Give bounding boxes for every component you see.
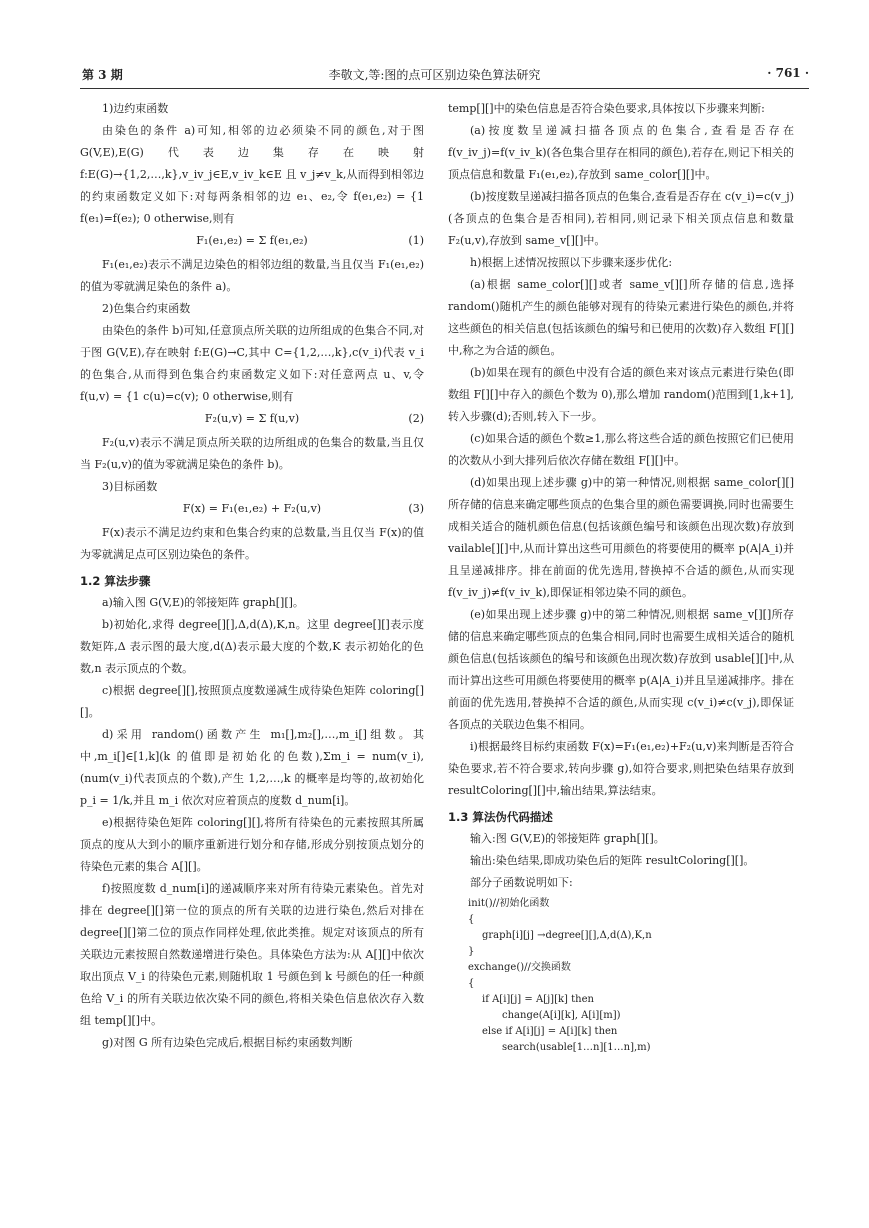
left-block-14 xyxy=(80,680,424,724)
left-block-15 xyxy=(80,724,424,812)
code-line-6 xyxy=(468,992,794,1008)
right-block-1 xyxy=(448,120,794,186)
left-block-5 xyxy=(80,320,424,408)
right-block-text: (a)根据 same_color[][]或者 same_v[][]所存储的信息,选择 random()随机产生的颜色能够对现有的待染元素进行染色的颜色,并将这些颜色的相关信息(包括该颜色的编号和已使用的次数)存入数组 F[][]中,称之为合适的颜色。 xyxy=(448,278,794,357)
page-number: · 761 · xyxy=(767,66,809,80)
code-line-text: { xyxy=(468,914,475,925)
left-block-8 xyxy=(80,476,424,498)
left-block-6 xyxy=(80,408,424,432)
right-block-text: h)根据上述情况按照以下步骤来逐步优化: xyxy=(470,256,673,269)
left-block-text: F₁(e₁,e₂) = Σ f(e₁,e₂) xyxy=(196,234,308,247)
code-line-4 xyxy=(468,960,794,976)
left-block-text: d)采用 random()函数产生 m₁[],m₂[],…,m_i[]组数。其中,m_i[]∈[1,k](k 的值即是初始化的色数),Σm_i = num(v_i),(num(v_i)代表顶点的个数),产生 1,2,…,k 的概率是均等的,故初始化 p_i = 1/k,并且 m_i 依次对应着顶点的度数 d_num[i]。 xyxy=(80,728,424,807)
left-block-text: c)根据 degree[][],按照顶点度数递减生成待染色矩阵 coloring[][]。 xyxy=(80,684,424,719)
left-block-text: e)根据待染色矩阵 coloring[][],将所有待染色的元素按照其所属顶点的度从大到小的顺序重新进行划分和存储,形成分别按顶点划分的待染色元素的集合 A[][]。 xyxy=(80,816,424,873)
left-block-text: 由染色的条件 b)可知,任意顶点所关联的边所组成的色集合不同,对于图 G(V,E),存在映射 f:E(G)→C,其中 C={1,2,…,k},c(v_i)代表 v_i 的色集合,从而得到色集合约束函数定义如下:对任意两点 u、v,令 f(u,v) = {1 c(u)=c(v); 0 otherwise,则有 xyxy=(80,324,424,403)
right-block-12 xyxy=(448,850,794,872)
right-block-2 xyxy=(448,186,794,252)
code-line-8 xyxy=(468,1024,794,1040)
code-line-text: exchange()//交换函数 xyxy=(468,962,571,973)
right-block-text: 输入:图 G(V,E)的邻接矩阵 graph[][]。 xyxy=(470,832,665,845)
code-line-text: graph[i][j] →degree[][],Δ,d(Δ),K,n xyxy=(482,930,652,941)
right-block-10 xyxy=(448,806,794,828)
left-block-0 xyxy=(80,98,424,120)
right-block-7 xyxy=(448,472,794,604)
left-block-text: F(x)表示不满足边约束和色集合约束的总数量,当且仅当 F(x)的值为零就满足点可区别边染色的条件。 xyxy=(80,526,424,561)
code-line-text: if A[i][j] = A[j][k] then xyxy=(482,994,594,1005)
right-block-8 xyxy=(448,604,794,736)
right-block-6 xyxy=(448,428,794,472)
code-line-1 xyxy=(468,912,794,928)
right-block-13 xyxy=(448,872,794,894)
right-block-text: 输出:染色结果,即成功染色后的矩阵 resultColoring[][]。 xyxy=(470,854,755,867)
page-header xyxy=(60,66,809,86)
left-block-text: 1)边约束函数 xyxy=(102,102,169,115)
left-block-12 xyxy=(80,592,424,614)
code-line-7 xyxy=(468,1008,794,1024)
right-block-11 xyxy=(448,828,794,850)
left-block-text: b)初始化,求得 degree[][],Δ,d(Δ),K,n。这里 degree[][]表示度数矩阵,Δ 表示图的最大度,d(Δ)表示最大度的个数,K 表示初始化的色数,n 表示顶点的个数。 xyxy=(80,618,424,675)
left-block-text: F(x) = F₁(e₁,e₂) + F₂(u,v) xyxy=(182,502,322,515)
left-block-13 xyxy=(80,614,424,680)
left-block-11 xyxy=(80,570,424,592)
left-column xyxy=(80,98,424,1054)
code-line-text: else if A[i][j] = A[i][k] then xyxy=(482,1026,618,1037)
equation-number: (3) xyxy=(408,502,424,515)
right-block-0 xyxy=(448,98,794,120)
right-block-3 xyxy=(448,252,794,274)
left-block-text: F₂(u,v)表示不满足顶点所关联的边所组成的色集合的数量,当且仅当 F₂(u,v)的值为零就满足染色的条件 b)。 xyxy=(80,436,424,471)
code-line-text: init()//初始化函数 xyxy=(468,898,550,909)
left-block-2 xyxy=(80,230,424,254)
left-block-3 xyxy=(80,254,424,298)
right-block-text: (b)如果在现有的颜色中没有合适的颜色来对该点元素进行染色(即数组 F[][]中存入的颜色个数为 0),那么增加 random()范围到[1,k+1],转入步骤(d);否则,转入下一步。 xyxy=(448,366,794,423)
left-block-1 xyxy=(80,120,424,230)
left-block-10 xyxy=(80,522,424,566)
left-block-17 xyxy=(80,878,424,1032)
left-block-text: 由染色的条件 a)可知,相邻的边必须染不同的颜色,对于图 G(V,E),E(G)代表边集存在映射 f:E(G)→{1,2,…,k},v_iv_j∈E,v_iv_k∈E 且 v_j≠v_k,从而得到相邻边的约束函数定义如下:对每两条相邻的边 e₁、e₂,令 f(e₁,e₂) = {1 f(e₁)=f(e₂); 0 otherwise,则有 xyxy=(80,124,424,225)
right-block-text: 部分子函数说明如下: xyxy=(470,876,573,889)
right-block-text: i)根据最终目标约束函数 F(x)=F₁(e₁,e₂)+F₂(u,v)来判断是否符合染色要求,若不符合要求,转向步骤 g),如符合要求,则把染色结果存放到 resultColoring[][]中,输出结果,算法结束。 xyxy=(448,740,794,797)
left-block-9 xyxy=(80,498,424,522)
left-block-18 xyxy=(80,1032,424,1054)
left-block-text: 2)色集合约束函数 xyxy=(102,302,191,315)
left-block-text: g)对图 G 所有边染色完成后,根据目标约束函数判断 xyxy=(102,1036,353,1049)
code-line-text: { xyxy=(468,978,475,989)
right-block-text: (c)如果合适的颜色个数≥1,那么将这些合适的颜色按照它们已使用的次数从小到大排列后依次存储在数组 F[][]中。 xyxy=(448,432,794,467)
code-line-2 xyxy=(468,928,794,944)
left-block-text: 3)目标函数 xyxy=(102,480,158,493)
left-block-4 xyxy=(80,298,424,320)
left-block-7 xyxy=(80,432,424,476)
right-block-text: 1.3 算法伪代码描述 xyxy=(448,810,553,824)
left-block-text: F₁(e₁,e₂)表示不满足边染色的相邻边组的数量,当且仅当 F₁(e₁,e₂)的值为零就满足染色的条件 a)。 xyxy=(80,258,424,293)
code-line-9 xyxy=(468,1040,794,1056)
right-block-text: (a)按度数呈递减扫描各顶点的色集合,查看是否存在 f(v_iv_j)=f(v_iv_k)(各色集合里存在相同的颜色),若存在,则记下相关的顶点信息和数量 F₁(e₁,e₂),存放到 same_color[][]中。 xyxy=(448,124,794,181)
right-block-text: (b)按度数呈递减扫描各顶点的色集合,查看是否存在 c(v_i)=c(v_j)(各顶点的色集合是否相同),若相同,则记录下相关顶点信息和数量 F₂(u,v),存放到 same_v[][]中。 xyxy=(448,190,794,247)
equation-number: (1) xyxy=(408,234,424,247)
left-block-text: a)输入图 G(V,E)的邻接矩阵 graph[][]。 xyxy=(102,596,304,609)
code-line-text: } xyxy=(468,946,475,957)
left-block-text: f)按照度数 d_num[i]的递减顺序来对所有待染元素染色。首先对排在 degree[][]第一位的顶点的所有关联的边进行染色,然后对排在 degree[][]第二位的顶点作同样处理,依此类推。规定对该顶点的所有关联边元素按照自然数递增进行染色。具体染色方法为:从 A[][]中依次取出顶点 V_i 的待染色元素,则随机取 1 号颜色到 k 号颜色的任一种颜色给 V_i 的所有关联边依次染不同的颜色,将相关染色信息依次存入数组 temp[][]中。 xyxy=(80,882,424,1027)
code-line-text: search(usable[1…n][1…n],m) xyxy=(502,1042,651,1053)
left-block-text: F₂(u,v) = Σ f(u,v) xyxy=(204,412,300,425)
left-block-text: 1.2 算法步骤 xyxy=(80,574,151,588)
left-block-16 xyxy=(80,812,424,878)
right-block-9 xyxy=(448,736,794,802)
issue-number: 第 3 期 xyxy=(82,68,123,82)
equation-number: (2) xyxy=(408,412,424,425)
right-block-4 xyxy=(448,274,794,362)
right-block-text: temp[][]中的染色信息是否符合染色要求,具体按以下步骤来判断: xyxy=(448,102,765,115)
header-rule xyxy=(80,88,809,89)
code-line-text: change(A[i][k], A[i][m]) xyxy=(502,1010,621,1021)
right-block-text: (d)如果出现上述步骤 g)中的第一种情况,则根据 same_color[][]所存储的信息来确定哪些顶点的色集合里的颜色需要调换,同时也需要生成相关适合的随机颜色信息(包括该颜色编号和该颜色出现次数)存放到 vailable[][]中,从而计算出这些可用颜色的将要使用的概率 p(A|A_i)并且呈递减排序。排在前面的优先选用,替换掉不合适的颜色,从而实现 f(v_iv_j)≠f(v_iv_k),即保证相邻边染不同的颜色。 xyxy=(448,476,794,599)
pseudocode-block xyxy=(448,896,794,1056)
code-line-5 xyxy=(468,976,794,992)
right-block-5 xyxy=(448,362,794,428)
right-block-text: (e)如果出现上述步骤 g)中的第二种情况,则根据 same_v[][]所存储的信息来确定哪些顶点的色集合相同,同时也需要生成相关适合的随机颜色信息(包括该颜色的编号和该颜色出现次数)存放到 usable[][]中,从而计算出这些可用颜色将要使用的概率 p(A|A_i)并且呈递减排序。排在前面的优先选用,替换掉不合适的颜色,从而实现 c(v_i)≠c(v_j),即保证各顶点的关联边色集不相同。 xyxy=(448,608,794,731)
right-column xyxy=(448,98,794,1056)
code-line-3 xyxy=(468,944,794,960)
running-title: 李敬文,等:图的点可区别边染色算法研究 xyxy=(328,68,541,82)
code-line-0 xyxy=(468,896,794,912)
